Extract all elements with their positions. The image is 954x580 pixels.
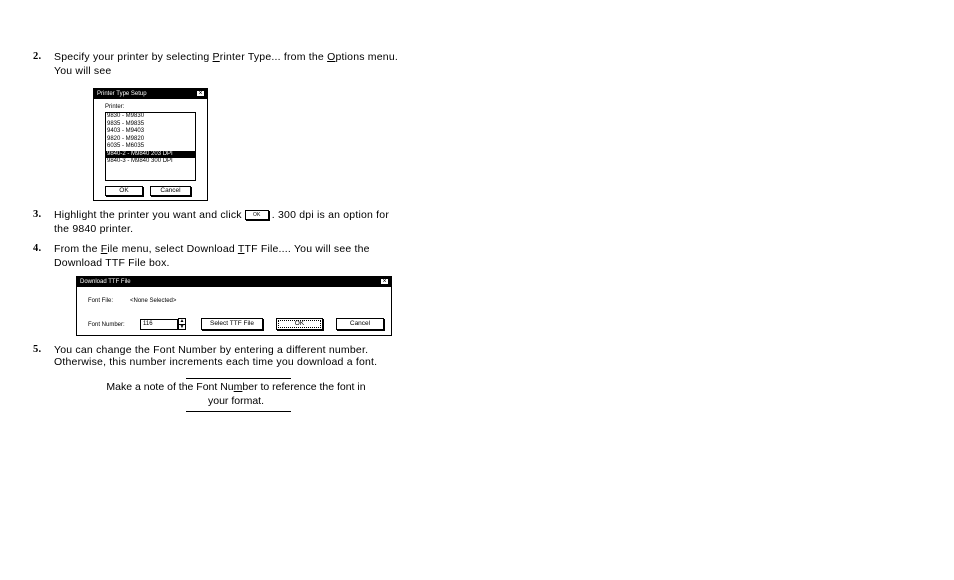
printer-list-item[interactable]: 6035 - M6035 xyxy=(107,143,145,149)
dialog-title-bar xyxy=(77,277,391,287)
printer-list-item[interactable]: 9830 - M9830 xyxy=(107,113,145,119)
ok-button[interactable]: OK xyxy=(276,318,323,330)
step-text-line1: Highlight the printer you want and click OK . 300 dpi is an option for xyxy=(54,209,390,221)
close-icon[interactable]: × xyxy=(196,90,205,97)
printer-list-item[interactable]: 9835 - M9835 xyxy=(107,120,145,127)
note-top-rule xyxy=(186,378,291,379)
printer-list-item[interactable]: 9403 - M9403 xyxy=(107,128,145,134)
font-number-input[interactable]: 116 xyxy=(140,319,178,330)
step-number: 5. xyxy=(33,344,42,355)
printer-list-item[interactable]: 9840-2 - M9840 203 DPI xyxy=(106,151,195,159)
step-number: 4. xyxy=(33,243,42,254)
dialog-title: Printer Type Setup xyxy=(97,91,147,97)
dialog-title: Download TTF File xyxy=(80,279,131,285)
download-ttf-file-dialog xyxy=(76,276,392,336)
inline-ok-button-image: OK xyxy=(245,210,269,220)
step-text-line2: You will see xyxy=(54,65,112,77)
spin-down-icon[interactable]: ▼ xyxy=(179,324,185,330)
step-text-line2: Download TTF File box. xyxy=(54,257,170,269)
note-bottom-rule xyxy=(186,411,291,412)
ok-button[interactable]: OK xyxy=(105,186,143,196)
select-ttf-file-button[interactable]: Select TTF File xyxy=(201,318,263,330)
step-text-line1: Specify your printer by selecting Printer Type... from the Options menu. xyxy=(54,51,398,63)
printer-label: Printer: xyxy=(105,104,125,110)
step-text-line2: the 9840 printer. xyxy=(54,223,134,235)
cancel-button[interactable]: Cancel xyxy=(336,318,384,330)
cancel-button[interactable]: Cancel xyxy=(150,186,191,196)
step-text-line2: Otherwise, this number increments each time you download a font. xyxy=(54,356,378,368)
printer-type-setup-dialog xyxy=(93,88,208,201)
dialog-title-bar xyxy=(94,89,207,99)
step-number: 3. xyxy=(33,209,42,220)
spin-up-icon[interactable]: ▲ xyxy=(179,318,185,324)
step-text-line1: From the File menu, select Download TTF File.... You will see the xyxy=(54,243,370,255)
font-number-stepper[interactable] xyxy=(178,318,186,330)
font-file-value: <None Selected> xyxy=(130,298,177,304)
font-file-label: Font File: xyxy=(88,298,114,304)
font-number-label: Font Number: xyxy=(88,322,125,328)
step-number: 2. xyxy=(33,51,42,62)
step-text-line1: You can change the Font Number by entering a different number. xyxy=(54,344,369,356)
note-text-line1: Make a note of the Font Number to reference the font in xyxy=(106,381,366,393)
note-text-line2: your format. xyxy=(207,395,265,407)
printer-list-item[interactable]: 9840-3 - M9840 300 DPI xyxy=(107,158,173,164)
printer-list-item[interactable]: 9820 - M9820 xyxy=(107,135,145,142)
close-icon[interactable]: × xyxy=(380,278,389,285)
printer-listbox[interactable] xyxy=(105,112,196,181)
